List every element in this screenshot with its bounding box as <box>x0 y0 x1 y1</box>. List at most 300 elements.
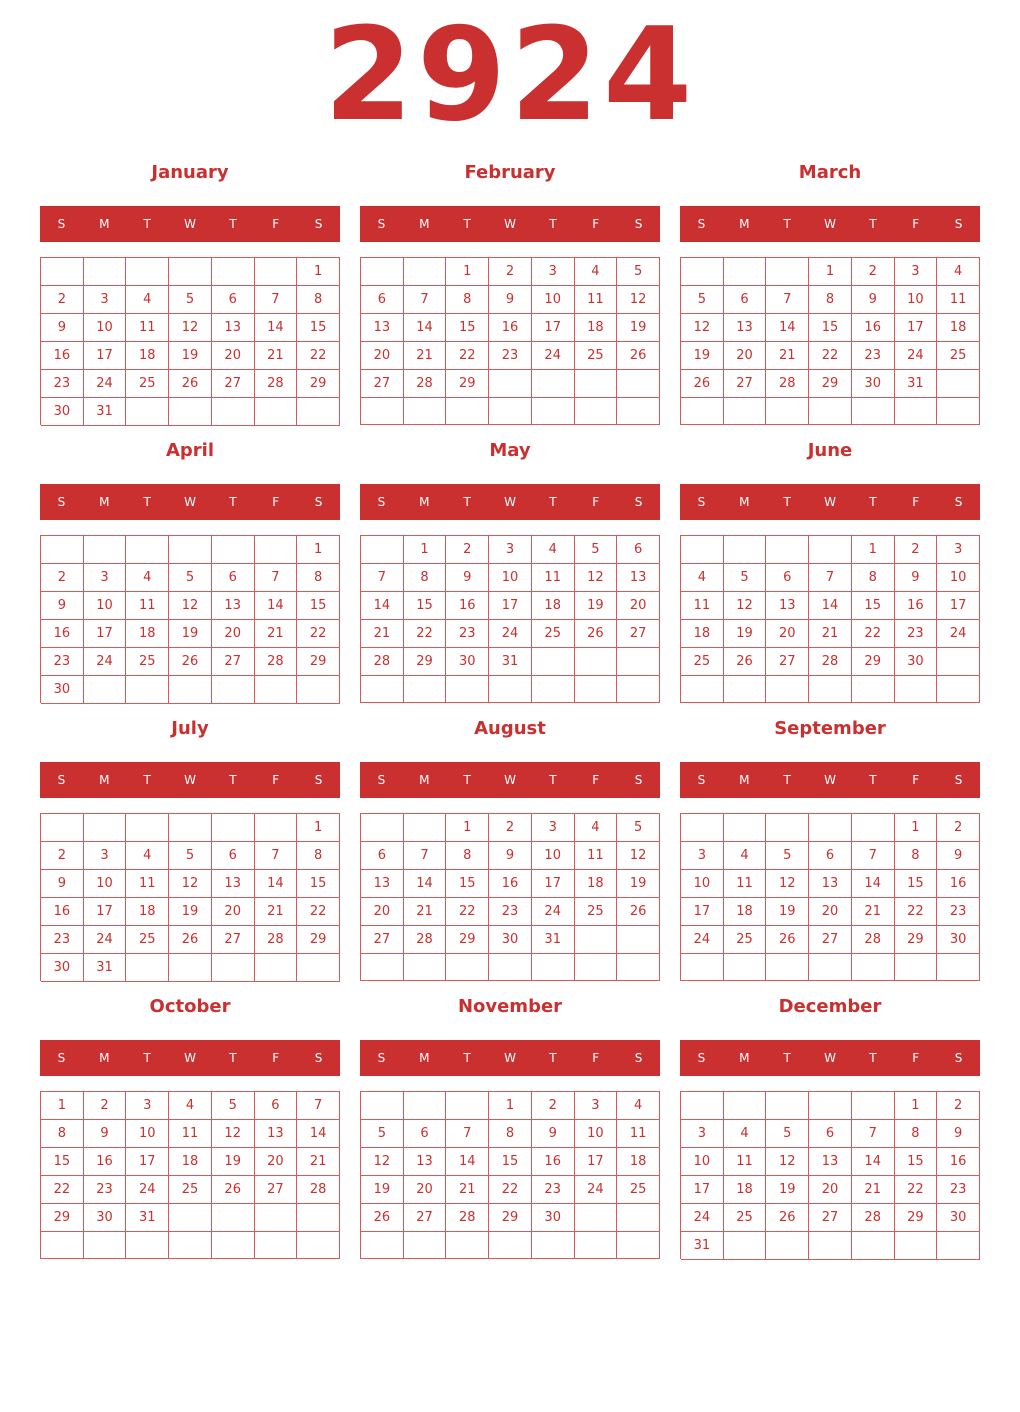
day-cell[interactable]: 14 <box>404 314 447 342</box>
day-cell[interactable]: 26 <box>681 370 724 398</box>
day-cell[interactable]: 8 <box>297 842 340 870</box>
day-cell[interactable]: 7 <box>404 286 447 314</box>
day-cell[interactable]: 9 <box>489 842 532 870</box>
day-cell[interactable]: 21 <box>766 342 809 370</box>
day-cell[interactable]: 5 <box>766 842 809 870</box>
day-cell[interactable]: 30 <box>937 926 980 954</box>
day-cell[interactable]: 14 <box>255 314 298 342</box>
day-cell[interactable]: 2 <box>937 814 980 842</box>
day-cell[interactable]: 10 <box>937 564 980 592</box>
day-cell[interactable]: 31 <box>84 954 127 982</box>
day-cell[interactable]: 20 <box>212 898 255 926</box>
day-cell[interactable]: 3 <box>532 258 575 286</box>
day-cell[interactable]: 7 <box>446 1120 489 1148</box>
day-cell[interactable]: 11 <box>169 1120 212 1148</box>
day-cell[interactable]: 21 <box>255 342 298 370</box>
day-cell[interactable]: 31 <box>895 370 938 398</box>
day-cell[interactable]: 12 <box>169 870 212 898</box>
day-cell[interactable]: 12 <box>617 286 660 314</box>
day-cell[interactable]: 3 <box>532 814 575 842</box>
day-cell[interactable]: 3 <box>681 1120 724 1148</box>
day-cell[interactable]: 20 <box>724 342 767 370</box>
day-cell[interactable]: 20 <box>766 620 809 648</box>
day-cell[interactable]: 21 <box>852 898 895 926</box>
day-cell[interactable]: 20 <box>809 898 852 926</box>
day-cell[interactable]: 15 <box>297 870 340 898</box>
day-cell[interactable]: 30 <box>532 1204 575 1232</box>
day-cell[interactable]: 30 <box>489 926 532 954</box>
day-cell[interactable]: 24 <box>681 1204 724 1232</box>
day-cell[interactable]: 1 <box>895 1092 938 1120</box>
day-cell[interactable]: 27 <box>809 926 852 954</box>
day-cell[interactable]: 8 <box>809 286 852 314</box>
day-cell[interactable]: 27 <box>361 926 404 954</box>
day-cell[interactable]: 18 <box>126 342 169 370</box>
day-cell[interactable]: 20 <box>212 620 255 648</box>
day-cell[interactable]: 23 <box>937 1176 980 1204</box>
day-cell[interactable]: 29 <box>297 370 340 398</box>
day-cell[interactable]: 29 <box>446 370 489 398</box>
day-cell[interactable]: 26 <box>617 898 660 926</box>
day-cell[interactable]: 15 <box>41 1148 84 1176</box>
day-cell[interactable]: 20 <box>255 1148 298 1176</box>
day-cell[interactable]: 13 <box>212 592 255 620</box>
day-cell[interactable]: 10 <box>84 870 127 898</box>
day-cell[interactable]: 19 <box>575 592 618 620</box>
day-cell[interactable]: 3 <box>575 1092 618 1120</box>
day-cell[interactable]: 25 <box>575 342 618 370</box>
day-cell[interactable]: 21 <box>255 898 298 926</box>
day-cell[interactable]: 11 <box>724 1148 767 1176</box>
day-cell[interactable]: 24 <box>84 926 127 954</box>
day-cell[interactable]: 21 <box>852 1176 895 1204</box>
day-cell[interactable]: 15 <box>297 592 340 620</box>
day-cell[interactable]: 7 <box>852 1120 895 1148</box>
day-cell[interactable]: 2 <box>489 814 532 842</box>
day-cell[interactable]: 9 <box>937 842 980 870</box>
day-cell[interactable]: 24 <box>937 620 980 648</box>
day-cell[interactable]: 4 <box>724 1120 767 1148</box>
day-cell[interactable]: 28 <box>297 1176 340 1204</box>
day-cell[interactable]: 13 <box>724 314 767 342</box>
day-cell[interactable]: 3 <box>681 842 724 870</box>
day-cell[interactable]: 11 <box>532 564 575 592</box>
day-cell[interactable]: 8 <box>489 1120 532 1148</box>
day-cell[interactable]: 8 <box>297 564 340 592</box>
day-cell[interactable]: 24 <box>126 1176 169 1204</box>
day-cell[interactable]: 28 <box>809 648 852 676</box>
day-cell[interactable]: 19 <box>766 898 809 926</box>
day-cell[interactable]: 17 <box>532 870 575 898</box>
day-cell[interactable]: 22 <box>297 898 340 926</box>
day-cell[interactable]: 1 <box>404 536 447 564</box>
day-cell[interactable]: 13 <box>809 870 852 898</box>
day-cell[interactable]: 7 <box>404 842 447 870</box>
day-cell[interactable]: 2 <box>895 536 938 564</box>
day-cell[interactable]: 12 <box>617 842 660 870</box>
day-cell[interactable]: 7 <box>297 1092 340 1120</box>
day-cell[interactable]: 27 <box>809 1204 852 1232</box>
day-cell[interactable]: 24 <box>532 898 575 926</box>
day-cell[interactable]: 24 <box>681 926 724 954</box>
day-cell[interactable]: 12 <box>766 1148 809 1176</box>
day-cell[interactable]: 22 <box>404 620 447 648</box>
day-cell[interactable]: 9 <box>852 286 895 314</box>
day-cell[interactable]: 22 <box>489 1176 532 1204</box>
day-cell[interactable]: 3 <box>937 536 980 564</box>
day-cell[interactable]: 23 <box>489 342 532 370</box>
day-cell[interactable]: 10 <box>84 314 127 342</box>
day-cell[interactable]: 28 <box>255 370 298 398</box>
day-cell[interactable]: 14 <box>297 1120 340 1148</box>
day-cell[interactable]: 6 <box>809 842 852 870</box>
day-cell[interactable]: 15 <box>895 870 938 898</box>
day-cell[interactable]: 12 <box>575 564 618 592</box>
day-cell[interactable]: 9 <box>446 564 489 592</box>
day-cell[interactable]: 2 <box>41 564 84 592</box>
day-cell[interactable]: 10 <box>126 1120 169 1148</box>
day-cell[interactable]: 14 <box>766 314 809 342</box>
day-cell[interactable]: 19 <box>361 1176 404 1204</box>
day-cell[interactable]: 24 <box>84 648 127 676</box>
day-cell[interactable]: 25 <box>937 342 980 370</box>
day-cell[interactable]: 24 <box>575 1176 618 1204</box>
day-cell[interactable]: 18 <box>937 314 980 342</box>
day-cell[interactable]: 19 <box>169 620 212 648</box>
day-cell[interactable]: 9 <box>489 286 532 314</box>
day-cell[interactable]: 17 <box>681 1176 724 1204</box>
day-cell[interactable]: 27 <box>617 620 660 648</box>
day-cell[interactable]: 13 <box>212 870 255 898</box>
day-cell[interactable]: 2 <box>937 1092 980 1120</box>
day-cell[interactable]: 28 <box>404 370 447 398</box>
day-cell[interactable]: 24 <box>895 342 938 370</box>
day-cell[interactable]: 25 <box>724 1204 767 1232</box>
day-cell[interactable]: 16 <box>489 870 532 898</box>
day-cell[interactable]: 11 <box>724 870 767 898</box>
day-cell[interactable]: 23 <box>84 1176 127 1204</box>
day-cell[interactable]: 6 <box>361 842 404 870</box>
day-cell[interactable]: 4 <box>617 1092 660 1120</box>
day-cell[interactable]: 14 <box>361 592 404 620</box>
day-cell[interactable]: 21 <box>404 898 447 926</box>
day-cell[interactable]: 23 <box>41 648 84 676</box>
day-cell[interactable]: 30 <box>41 954 84 982</box>
day-cell[interactable]: 30 <box>895 648 938 676</box>
day-cell[interactable]: 3 <box>84 842 127 870</box>
day-cell[interactable]: 27 <box>404 1204 447 1232</box>
day-cell[interactable]: 23 <box>937 898 980 926</box>
day-cell[interactable]: 1 <box>297 536 340 564</box>
day-cell[interactable]: 24 <box>84 370 127 398</box>
day-cell[interactable]: 1 <box>489 1092 532 1120</box>
day-cell[interactable]: 29 <box>895 1204 938 1232</box>
day-cell[interactable]: 26 <box>766 1204 809 1232</box>
day-cell[interactable]: 2 <box>41 842 84 870</box>
day-cell[interactable]: 22 <box>297 620 340 648</box>
day-cell[interactable]: 9 <box>41 592 84 620</box>
day-cell[interactable]: 16 <box>937 1148 980 1176</box>
day-cell[interactable]: 19 <box>169 342 212 370</box>
day-cell[interactable]: 9 <box>41 314 84 342</box>
day-cell[interactable]: 21 <box>297 1148 340 1176</box>
day-cell[interactable]: 19 <box>681 342 724 370</box>
day-cell[interactable]: 6 <box>212 286 255 314</box>
day-cell[interactable]: 17 <box>84 342 127 370</box>
day-cell[interactable]: 7 <box>809 564 852 592</box>
day-cell[interactable]: 18 <box>617 1148 660 1176</box>
day-cell[interactable]: 14 <box>446 1148 489 1176</box>
day-cell[interactable]: 13 <box>766 592 809 620</box>
day-cell[interactable]: 16 <box>84 1148 127 1176</box>
day-cell[interactable]: 5 <box>617 814 660 842</box>
day-cell[interactable]: 10 <box>681 870 724 898</box>
day-cell[interactable]: 21 <box>255 620 298 648</box>
day-cell[interactable]: 1 <box>852 536 895 564</box>
day-cell[interactable]: 3 <box>84 564 127 592</box>
day-cell[interactable]: 18 <box>575 314 618 342</box>
day-cell[interactable]: 11 <box>575 286 618 314</box>
day-cell[interactable]: 21 <box>361 620 404 648</box>
day-cell[interactable]: 6 <box>404 1120 447 1148</box>
day-cell[interactable]: 9 <box>532 1120 575 1148</box>
day-cell[interactable]: 29 <box>852 648 895 676</box>
day-cell[interactable]: 12 <box>212 1120 255 1148</box>
day-cell[interactable]: 15 <box>404 592 447 620</box>
day-cell[interactable]: 1 <box>446 814 489 842</box>
day-cell[interactable]: 1 <box>297 258 340 286</box>
day-cell[interactable]: 15 <box>297 314 340 342</box>
day-cell[interactable]: 17 <box>84 898 127 926</box>
day-cell[interactable]: 28 <box>852 926 895 954</box>
day-cell[interactable]: 23 <box>532 1176 575 1204</box>
day-cell[interactable]: 18 <box>532 592 575 620</box>
day-cell[interactable]: 9 <box>41 870 84 898</box>
day-cell[interactable]: 17 <box>532 314 575 342</box>
day-cell[interactable]: 4 <box>575 814 618 842</box>
day-cell[interactable]: 22 <box>852 620 895 648</box>
day-cell[interactable]: 27 <box>212 648 255 676</box>
day-cell[interactable]: 20 <box>404 1176 447 1204</box>
day-cell[interactable]: 23 <box>41 370 84 398</box>
day-cell[interactable]: 8 <box>404 564 447 592</box>
day-cell[interactable]: 14 <box>852 870 895 898</box>
day-cell[interactable]: 5 <box>361 1120 404 1148</box>
day-cell[interactable]: 13 <box>809 1148 852 1176</box>
day-cell[interactable]: 16 <box>852 314 895 342</box>
day-cell[interactable]: 26 <box>724 648 767 676</box>
day-cell[interactable]: 5 <box>681 286 724 314</box>
day-cell[interactable]: 11 <box>681 592 724 620</box>
day-cell[interactable]: 5 <box>617 258 660 286</box>
day-cell[interactable]: 10 <box>575 1120 618 1148</box>
day-cell[interactable]: 5 <box>169 286 212 314</box>
day-cell[interactable]: 12 <box>681 314 724 342</box>
day-cell[interactable]: 28 <box>766 370 809 398</box>
day-cell[interactable]: 18 <box>126 898 169 926</box>
day-cell[interactable]: 15 <box>489 1148 532 1176</box>
day-cell[interactable]: 31 <box>126 1204 169 1232</box>
day-cell[interactable]: 28 <box>404 926 447 954</box>
day-cell[interactable]: 6 <box>255 1092 298 1120</box>
day-cell[interactable]: 13 <box>361 870 404 898</box>
day-cell[interactable]: 15 <box>446 870 489 898</box>
day-cell[interactable]: 14 <box>809 592 852 620</box>
day-cell[interactable]: 6 <box>212 564 255 592</box>
day-cell[interactable]: 20 <box>212 342 255 370</box>
day-cell[interactable]: 5 <box>575 536 618 564</box>
day-cell[interactable]: 10 <box>84 592 127 620</box>
day-cell[interactable]: 26 <box>575 620 618 648</box>
day-cell[interactable]: 29 <box>404 648 447 676</box>
day-cell[interactable]: 3 <box>489 536 532 564</box>
day-cell[interactable]: 14 <box>852 1148 895 1176</box>
day-cell[interactable]: 4 <box>126 564 169 592</box>
day-cell[interactable]: 22 <box>895 898 938 926</box>
day-cell[interactable]: 28 <box>361 648 404 676</box>
day-cell[interactable]: 16 <box>41 342 84 370</box>
day-cell[interactable]: 16 <box>489 314 532 342</box>
day-cell[interactable]: 31 <box>532 926 575 954</box>
day-cell[interactable]: 22 <box>41 1176 84 1204</box>
day-cell[interactable]: 1 <box>895 814 938 842</box>
day-cell[interactable]: 25 <box>724 926 767 954</box>
day-cell[interactable]: 21 <box>446 1176 489 1204</box>
day-cell[interactable]: 6 <box>809 1120 852 1148</box>
day-cell[interactable]: 3 <box>895 258 938 286</box>
day-cell[interactable]: 16 <box>41 620 84 648</box>
day-cell[interactable]: 9 <box>84 1120 127 1148</box>
day-cell[interactable]: 20 <box>809 1176 852 1204</box>
day-cell[interactable]: 16 <box>446 592 489 620</box>
day-cell[interactable]: 8 <box>895 1120 938 1148</box>
day-cell[interactable]: 4 <box>681 564 724 592</box>
day-cell[interactable]: 26 <box>169 926 212 954</box>
day-cell[interactable]: 17 <box>681 898 724 926</box>
day-cell[interactable]: 28 <box>446 1204 489 1232</box>
day-cell[interactable]: 10 <box>895 286 938 314</box>
day-cell[interactable]: 10 <box>532 842 575 870</box>
day-cell[interactable]: 30 <box>41 676 84 704</box>
day-cell[interactable]: 6 <box>617 536 660 564</box>
day-cell[interactable]: 22 <box>895 1176 938 1204</box>
day-cell[interactable]: 24 <box>489 620 532 648</box>
day-cell[interactable]: 29 <box>446 926 489 954</box>
day-cell[interactable]: 16 <box>532 1148 575 1176</box>
day-cell[interactable]: 30 <box>41 398 84 426</box>
day-cell[interactable]: 13 <box>361 314 404 342</box>
day-cell[interactable]: 30 <box>446 648 489 676</box>
day-cell[interactable]: 18 <box>126 620 169 648</box>
day-cell[interactable]: 18 <box>724 1176 767 1204</box>
day-cell[interactable]: 18 <box>724 898 767 926</box>
day-cell[interactable]: 1 <box>41 1092 84 1120</box>
day-cell[interactable]: 29 <box>41 1204 84 1232</box>
day-cell[interactable]: 8 <box>446 286 489 314</box>
day-cell[interactable]: 28 <box>852 1204 895 1232</box>
day-cell[interactable]: 13 <box>404 1148 447 1176</box>
day-cell[interactable]: 1 <box>809 258 852 286</box>
day-cell[interactable]: 14 <box>255 870 298 898</box>
day-cell[interactable]: 25 <box>681 648 724 676</box>
day-cell[interactable]: 29 <box>297 926 340 954</box>
day-cell[interactable]: 5 <box>212 1092 255 1120</box>
day-cell[interactable]: 11 <box>575 842 618 870</box>
day-cell[interactable]: 10 <box>532 286 575 314</box>
day-cell[interactable]: 14 <box>404 870 447 898</box>
day-cell[interactable]: 11 <box>126 314 169 342</box>
day-cell[interactable]: 15 <box>446 314 489 342</box>
day-cell[interactable]: 25 <box>617 1176 660 1204</box>
day-cell[interactable]: 12 <box>361 1148 404 1176</box>
day-cell[interactable]: 23 <box>852 342 895 370</box>
day-cell[interactable]: 27 <box>724 370 767 398</box>
day-cell[interactable]: 26 <box>617 342 660 370</box>
day-cell[interactable]: 22 <box>446 898 489 926</box>
day-cell[interactable]: 5 <box>724 564 767 592</box>
day-cell[interactable]: 10 <box>681 1148 724 1176</box>
day-cell[interactable]: 17 <box>84 620 127 648</box>
day-cell[interactable]: 12 <box>169 314 212 342</box>
day-cell[interactable]: 29 <box>895 926 938 954</box>
day-cell[interactable]: 18 <box>575 870 618 898</box>
day-cell[interactable]: 31 <box>681 1232 724 1260</box>
day-cell[interactable]: 31 <box>84 398 127 426</box>
day-cell[interactable]: 5 <box>169 564 212 592</box>
day-cell[interactable]: 25 <box>169 1176 212 1204</box>
day-cell[interactable]: 11 <box>937 286 980 314</box>
day-cell[interactable]: 17 <box>575 1148 618 1176</box>
day-cell[interactable]: 27 <box>212 370 255 398</box>
day-cell[interactable]: 28 <box>255 926 298 954</box>
day-cell[interactable]: 12 <box>724 592 767 620</box>
day-cell[interactable]: 16 <box>895 592 938 620</box>
day-cell[interactable]: 19 <box>724 620 767 648</box>
day-cell[interactable]: 19 <box>212 1148 255 1176</box>
day-cell[interactable]: 30 <box>937 1204 980 1232</box>
day-cell[interactable]: 8 <box>895 842 938 870</box>
day-cell[interactable]: 4 <box>532 536 575 564</box>
day-cell[interactable]: 13 <box>212 314 255 342</box>
day-cell[interactable]: 6 <box>724 286 767 314</box>
day-cell[interactable]: 24 <box>532 342 575 370</box>
day-cell[interactable]: 2 <box>852 258 895 286</box>
day-cell[interactable]: 9 <box>937 1120 980 1148</box>
day-cell[interactable]: 1 <box>297 814 340 842</box>
day-cell[interactable]: 2 <box>446 536 489 564</box>
day-cell[interactable]: 29 <box>489 1204 532 1232</box>
day-cell[interactable]: 22 <box>297 342 340 370</box>
day-cell[interactable]: 11 <box>617 1120 660 1148</box>
day-cell[interactable]: 28 <box>255 648 298 676</box>
day-cell[interactable]: 7 <box>255 842 298 870</box>
day-cell[interactable]: 7 <box>255 564 298 592</box>
day-cell[interactable]: 29 <box>809 370 852 398</box>
day-cell[interactable]: 12 <box>766 870 809 898</box>
day-cell[interactable]: 27 <box>361 370 404 398</box>
day-cell[interactable]: 10 <box>489 564 532 592</box>
day-cell[interactable]: 6 <box>766 564 809 592</box>
day-cell[interactable]: 23 <box>41 926 84 954</box>
day-cell[interactable]: 17 <box>126 1148 169 1176</box>
day-cell[interactable]: 8 <box>446 842 489 870</box>
day-cell[interactable]: 23 <box>446 620 489 648</box>
day-cell[interactable]: 19 <box>766 1176 809 1204</box>
day-cell[interactable]: 7 <box>852 842 895 870</box>
day-cell[interactable]: 17 <box>895 314 938 342</box>
day-cell[interactable]: 17 <box>489 592 532 620</box>
day-cell[interactable]: 14 <box>255 592 298 620</box>
